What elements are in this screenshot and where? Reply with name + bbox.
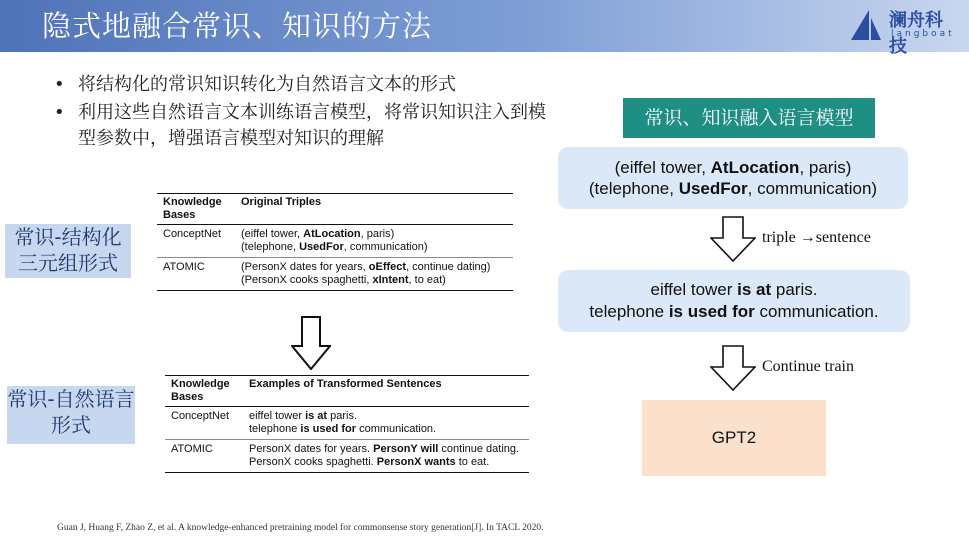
triples-bubble [558, 147, 908, 209]
table-row [165, 407, 529, 440]
slide-header [0, 0, 969, 57]
down-arrow-icon [291, 316, 331, 370]
table-row [165, 440, 529, 473]
triples-cell [235, 258, 513, 291]
relation-text: is at [305, 410, 328, 422]
bullet-item [52, 100, 552, 152]
relation-text: xIntent [372, 274, 409, 286]
cell-text: , communication) [343, 241, 428, 253]
cell-text: paris. [327, 410, 358, 422]
bubble-text: , paris) [799, 158, 852, 177]
table-header-row [157, 194, 513, 225]
table-row [157, 258, 513, 291]
cell-text: (telephone, [241, 241, 300, 253]
sentences-bubble [558, 270, 910, 332]
column-header-kb: Knowledge Bases [163, 196, 222, 221]
slide-title: 隐式地融合常识、知识的方法 [42, 9, 433, 43]
logo-mark-icon [849, 8, 883, 42]
column-header-kb: Knowledge Bases [171, 378, 230, 403]
arrow-label-triple-to-sentence: triple →sentence [762, 229, 871, 246]
sentences-cell [243, 440, 529, 473]
cell-text: continue dating. [438, 443, 520, 455]
cell-text: , continue dating) [406, 261, 491, 273]
label-natural-language: 常识-自然语言形式 [7, 386, 135, 444]
cell-text: (PersonX dates for years, [241, 261, 369, 273]
down-arrow-icon [710, 345, 756, 391]
bubble-text: telephone [589, 302, 669, 321]
cell-text: (eiffel tower, [241, 228, 304, 240]
relation-text: PersonY will [373, 443, 439, 455]
citation-text: Guan J, Huang F, Zhao Z, et al. A knowledge-enhanced pretraining model for commonsense story generation[J]. In TACL 2020. [57, 523, 544, 533]
relation-text: AtLocation [303, 228, 361, 240]
bubble-text: (telephone, [588, 179, 679, 198]
model-box-gpt2: GPT2 [642, 400, 826, 476]
cell-text: (PersonX cooks spaghetti, [241, 274, 373, 286]
relation-text: UsedFor [299, 241, 344, 253]
relation-text: oEffect [368, 261, 407, 273]
cell-text: , to eat) [408, 274, 446, 286]
relation-text: PersonX wants [376, 456, 456, 468]
relation-text: is at [737, 280, 772, 299]
table-row [157, 225, 513, 258]
arrow-label-continue-train: Continue train [762, 358, 854, 375]
column-header-sentences: Examples of Transformed Sentences [249, 378, 442, 390]
company-logo [849, 6, 959, 57]
logo-subtext: langboat [891, 29, 955, 39]
kb-name-cell: ATOMIC [163, 261, 205, 273]
relation-text: UsedFor [678, 179, 748, 198]
down-arrow-icon [710, 216, 756, 262]
cell-text: communication. [356, 423, 437, 435]
logo-text: 澜舟科技 [889, 10, 943, 57]
bullet-text: 利用这些自然语言文本训练语言模型，将常识知识注入到模型参数中，增强语言模型对知识的理解 [78, 102, 546, 149]
transformed-sentences-table [165, 375, 529, 473]
triples-cell [235, 225, 513, 258]
bullet-item [52, 72, 552, 98]
original-triples-table [157, 193, 513, 291]
bullet-text: 将结构化的常识知识转化为自然语言文本的形式 [78, 74, 456, 95]
bubble-text: communication. [754, 302, 879, 321]
kb-name-cell: ConceptNet [171, 410, 230, 422]
right-panel-title: 常识、知识融入语言模型 [623, 98, 875, 138]
cell-text: PersonX dates for years. [249, 443, 374, 455]
label-structured-triples: 常识-结构化三元组形式 [5, 224, 131, 278]
relation-text: is used for [300, 423, 357, 435]
cell-text: eiffel tower [249, 410, 306, 422]
bubble-text: eiffel tower [650, 280, 738, 299]
sentences-cell [243, 407, 529, 440]
cell-text: PersonX cooks spaghetti. [249, 456, 377, 468]
relation-text: is used for [668, 302, 755, 321]
bubble-text: paris. [771, 280, 818, 299]
column-header-triples: Original Triples [241, 196, 322, 208]
kb-name-cell: ConceptNet [163, 228, 222, 240]
cell-text: to eat. [455, 456, 490, 468]
bullet-dot-icon: • [54, 102, 65, 123]
relation-text: AtLocation [710, 158, 800, 177]
cell-text: , paris) [360, 228, 395, 240]
kb-name-cell: ATOMIC [171, 443, 213, 455]
bullet-list [52, 72, 552, 154]
table-header-row [165, 376, 529, 407]
bubble-text: , communication) [747, 179, 878, 198]
bullet-dot-icon: • [54, 74, 65, 95]
cell-text: telephone [249, 423, 301, 435]
bubble-text: (eiffel tower, [614, 158, 711, 177]
